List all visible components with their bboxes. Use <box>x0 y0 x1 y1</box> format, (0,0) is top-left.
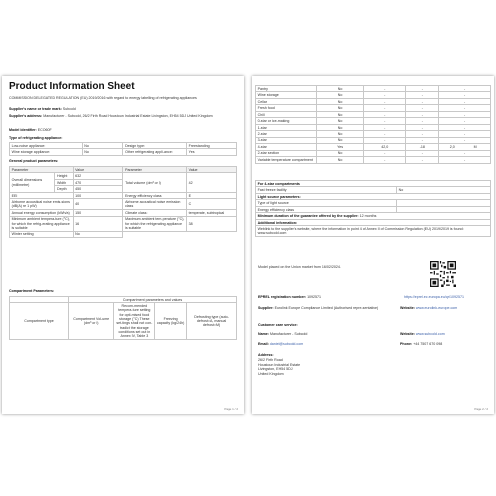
winter-value: No <box>73 231 123 237</box>
dimension-value: 470 <box>73 179 123 185</box>
type-cell: Other refrigerating appli-ance: <box>123 149 187 155</box>
comp-volume: - <box>364 157 406 163</box>
param-name: Annual energy consumption (kWh/a) <box>10 210 74 216</box>
dimension-row <box>10 173 237 179</box>
comp-header-cell: Compartment Vol-ume (dm³ or l) <box>69 303 114 340</box>
eprel-label: EPREL registration number: <box>258 295 307 299</box>
param-name: Climate class: <box>123 210 187 216</box>
param-value: 100 <box>73 192 123 198</box>
qr-code-icon[interactable] <box>430 261 456 287</box>
param-value: 16 <box>73 216 123 231</box>
comp-present: No <box>317 137 364 143</box>
supplier-name-value: Subcold <box>62 107 76 111</box>
supplier-row <box>258 306 388 311</box>
address-line: 26/2 Firth Road <box>258 358 283 362</box>
type-cell: Design type: <box>123 143 187 149</box>
regulation-text: COMMISSION DELEGATED REGULATION (EU) 2019/2016 with regard to energy labelling of refrigerating appliances <box>9 96 197 100</box>
comp-temp: - <box>406 124 439 130</box>
address-heading: Address: <box>258 353 274 357</box>
comp-freeze: - <box>439 157 491 163</box>
comp-header-cell: Compartment type <box>10 303 69 340</box>
email-link[interactable]: daniel@subcold.com <box>269 342 304 346</box>
comp-present: No <box>317 86 364 92</box>
general-heading: General product parameters: <box>9 159 59 163</box>
phone-label: Phone: <box>400 342 413 346</box>
dimension-name: Height <box>55 173 73 179</box>
email-row <box>258 342 303 347</box>
comp-header-cell: Recom-mended tempera-ture setting for opti-mised food storage (°C) These set-tings shall not con-tradict the storage conditions set out in Annex IV, Table 3 <box>114 303 155 340</box>
comp-present: Yes <box>317 144 364 150</box>
name-row <box>258 332 307 337</box>
compartment-heading: Compartment Parameters: <box>9 289 55 293</box>
comp-volume: - <box>364 137 406 143</box>
phone-row <box>400 342 442 347</box>
comp-type: 2-star section <box>256 150 317 156</box>
comp-freeze: - <box>439 86 491 92</box>
light-class-label: Energy efficiency class <box>256 206 397 212</box>
param-value: 150 <box>73 210 123 216</box>
comp-volume: - <box>364 118 406 124</box>
comp-volume: - <box>364 124 406 130</box>
dimensions-label: Overall dimensions (millimetre) <box>10 173 55 192</box>
type-cell: Freestanding <box>187 143 237 149</box>
comp-present: No <box>317 105 364 111</box>
comp-volume: - <box>364 150 406 156</box>
email-label: Email: <box>258 342 269 346</box>
comp-type: Cellar <box>256 98 317 104</box>
comp-present: No <box>317 131 364 137</box>
address-line: United Kingdom <box>258 371 284 376</box>
light-type-label: Type of light source <box>256 200 397 206</box>
comp-freeze: - <box>439 150 491 156</box>
comp-temp: - <box>406 131 439 137</box>
comp-temp: - <box>406 98 439 104</box>
supplier-name-label: Supplier's name or trade mark: <box>9 107 62 111</box>
comp-temp: - <box>406 92 439 98</box>
dimension-value: 450 <box>73 186 123 192</box>
comp-volume: - <box>364 105 406 111</box>
empty-cell <box>123 231 237 237</box>
fast-freeze-label: Fast freeze facility <box>256 187 397 193</box>
comp-temp: - <box>406 150 439 156</box>
general-row <box>10 216 237 231</box>
comp-present: No <box>317 118 364 124</box>
comp-volume: - <box>364 111 406 117</box>
param-value: C <box>187 199 237 210</box>
model-row <box>9 128 52 133</box>
comp-temp: - <box>406 86 439 92</box>
compartment-header-table <box>9 296 237 340</box>
comp-volume: - <box>364 131 406 137</box>
comp-type: Pantry <box>256 86 317 92</box>
comp-present: No <box>317 92 364 98</box>
page-footer: Page 1 / 2 <box>224 407 238 411</box>
supplier-value: Eurolink Europe Compliance Limited (Authorised repre-sentative) <box>274 306 379 310</box>
name-label: Name: <box>258 332 269 336</box>
comp-freeze: - <box>439 118 491 124</box>
comp-defrost: M <box>473 144 477 149</box>
comp-type: Variable temperature compartment <box>256 157 317 163</box>
comp-type: 2-star <box>256 131 317 137</box>
comp-freeze: - <box>439 111 491 117</box>
total-volume-value: 42 <box>187 173 237 192</box>
comp-present: No <box>317 98 364 104</box>
supplier-label: Supplier: <box>258 306 274 310</box>
supplier-name-row <box>9 107 237 112</box>
website-label: Website: <box>400 332 415 336</box>
website-row-1 <box>400 306 457 311</box>
dimension-value: 632 <box>73 173 123 179</box>
total-volume-label: Total volume (dm³ or l) <box>123 173 187 192</box>
comp-volume: - <box>364 92 406 98</box>
page-footer: Page 2 / 2 <box>474 407 488 411</box>
market-date: Model placed on the Union market from 16/02/2024. <box>258 265 341 269</box>
type-table <box>9 142 237 156</box>
eprel-number: 1092571 <box>307 295 322 299</box>
header-cell: Parameter <box>10 167 74 173</box>
page-1 <box>2 76 244 414</box>
comp-freeze: - <box>439 105 491 111</box>
comp-temp: -18 <box>406 144 439 150</box>
header-cell: Value <box>187 167 237 173</box>
comp-header-cell: Freezing capacity (kg/24h) <box>155 303 187 340</box>
type-heading: Type of refrigerating appliance: <box>9 136 63 140</box>
param-name: Maximum ambient tem-perature (°C), for which the refrigerating appliance is suitable <box>123 216 187 231</box>
guarantee-label: Minimum duration of the guarantee offered by the supplier: <box>257 214 359 219</box>
guarantee-value: 12 months <box>359 214 377 219</box>
comp-volume: - <box>364 86 406 92</box>
weblink-text: Weblink to the supplier's website, where the information in point 4 of Annex II of Commission Regulation (EU) 2019/2019 is found: www.subcold.com <box>256 226 491 237</box>
comp-type: Chill <box>256 111 317 117</box>
website-row-2 <box>400 332 445 337</box>
comp-freeze: - <box>439 98 491 104</box>
type-row <box>10 149 237 155</box>
comp-freeze: - <box>439 92 491 98</box>
comp-temp: - <box>406 111 439 117</box>
compartment-row <box>256 157 491 163</box>
weblink-row <box>256 226 491 237</box>
address-block <box>258 358 300 376</box>
address-line: Houstoun Industrial Estate <box>258 362 301 367</box>
comp-freeze: 2,0 <box>449 144 455 149</box>
general-table <box>9 166 237 238</box>
comp-temp: - <box>406 137 439 143</box>
supplier-address-row <box>9 114 237 119</box>
website-link[interactable]: www.subcold.com <box>415 332 445 336</box>
comp-type: 4-star <box>256 144 317 150</box>
comp-volume: 42,0 <box>364 144 406 150</box>
param-name: Airborne acoustical noise emission class <box>123 199 187 210</box>
dimension-name: Depth <box>55 186 73 192</box>
details-table <box>255 180 491 237</box>
model-label: Model identifier: <box>9 128 37 132</box>
comp-temp: - <box>406 118 439 124</box>
comp-volume: - <box>364 98 406 104</box>
comp-freeze: - <box>439 131 491 137</box>
param-value: 38 <box>187 216 237 231</box>
fourstar-heading: For 4-star compartments <box>256 181 491 187</box>
param-name: Airborne acoustical noise emis-sions (dB(A) re 1 pW) <box>10 199 74 210</box>
page-2 <box>252 76 494 414</box>
comp-present: No <box>317 150 364 156</box>
comp-type: 3-star <box>256 137 317 143</box>
header-cell: Value <box>73 167 123 173</box>
param-name: EEI <box>10 192 74 198</box>
eprel-link[interactable]: https://eprel.ec.europa.eu/qr/1092571 <box>404 295 464 299</box>
phone-value: +44 7507 670 098 <box>413 342 443 346</box>
address-line: Livingston, EH54 5DJ <box>258 367 293 372</box>
comp-freeze: - <box>439 137 491 143</box>
comp-temp: - <box>406 157 439 163</box>
comp-type: Fresh food <box>256 105 317 111</box>
customer-care-heading: Customer care service: <box>258 323 298 327</box>
compartment-table <box>255 85 491 164</box>
comp-present: No <box>317 157 364 163</box>
model-value: ECO60F <box>37 128 52 132</box>
comp-temp: - <box>406 105 439 111</box>
param-name: Minimum ambient tempera-ture (°C), for which the refrig-erating appliance is suitable <box>10 216 74 231</box>
fast-freeze-value: No <box>397 187 491 193</box>
header-cell: Parameter <box>123 167 187 173</box>
type-cell: No <box>82 149 123 155</box>
name-value: Manufacturer - Subcold <box>270 332 308 336</box>
type-cell: Low-noise appliance: <box>10 143 83 149</box>
comp-type: 0-star or ice-making <box>256 118 317 124</box>
comp-header-cell: Defrosting type (auto-defrost=A, manual defrost=M) <box>187 303 237 340</box>
comp-freeze: - <box>439 124 491 130</box>
type-cell: No <box>82 143 123 149</box>
type-cell: Yes <box>187 149 237 155</box>
supplier-address-label: Supplier's address: <box>9 114 43 118</box>
comp-type: 1-star <box>256 124 317 130</box>
type-cell: Wine storage appliance: <box>10 149 83 155</box>
comp-group-header: Compartment parameters and values <box>69 297 237 303</box>
website-link[interactable]: www.eurolink-europe.com <box>415 306 458 310</box>
comp-header-row <box>10 303 237 340</box>
winter-label: Winter setting <box>10 231 74 237</box>
comp-type: Wine storage <box>256 92 317 98</box>
comp-present: No <box>317 124 364 130</box>
light-heading: Light source parameters: <box>256 193 491 199</box>
supplier-address-value: Manufacturer - Subcold, 26/2 Firth Road Houstoun Industrial Estate Livingston, EH54 5DJ United Kingdom <box>43 114 213 118</box>
param-value: temperate, subtropical <box>187 210 237 216</box>
param-name: Energy efficiency class <box>123 192 187 198</box>
dimension-name: Width <box>55 179 73 185</box>
page-title: Product Information Sheet <box>9 81 135 92</box>
website-label: Website: <box>400 306 415 310</box>
winter-row <box>10 231 237 237</box>
param-value: E <box>187 192 237 198</box>
additional-heading: Additional information: <box>256 219 491 225</box>
eprel-row <box>258 295 321 300</box>
comp-present: No <box>317 111 364 117</box>
param-value: 40 <box>73 199 123 210</box>
general-row <box>10 199 237 210</box>
